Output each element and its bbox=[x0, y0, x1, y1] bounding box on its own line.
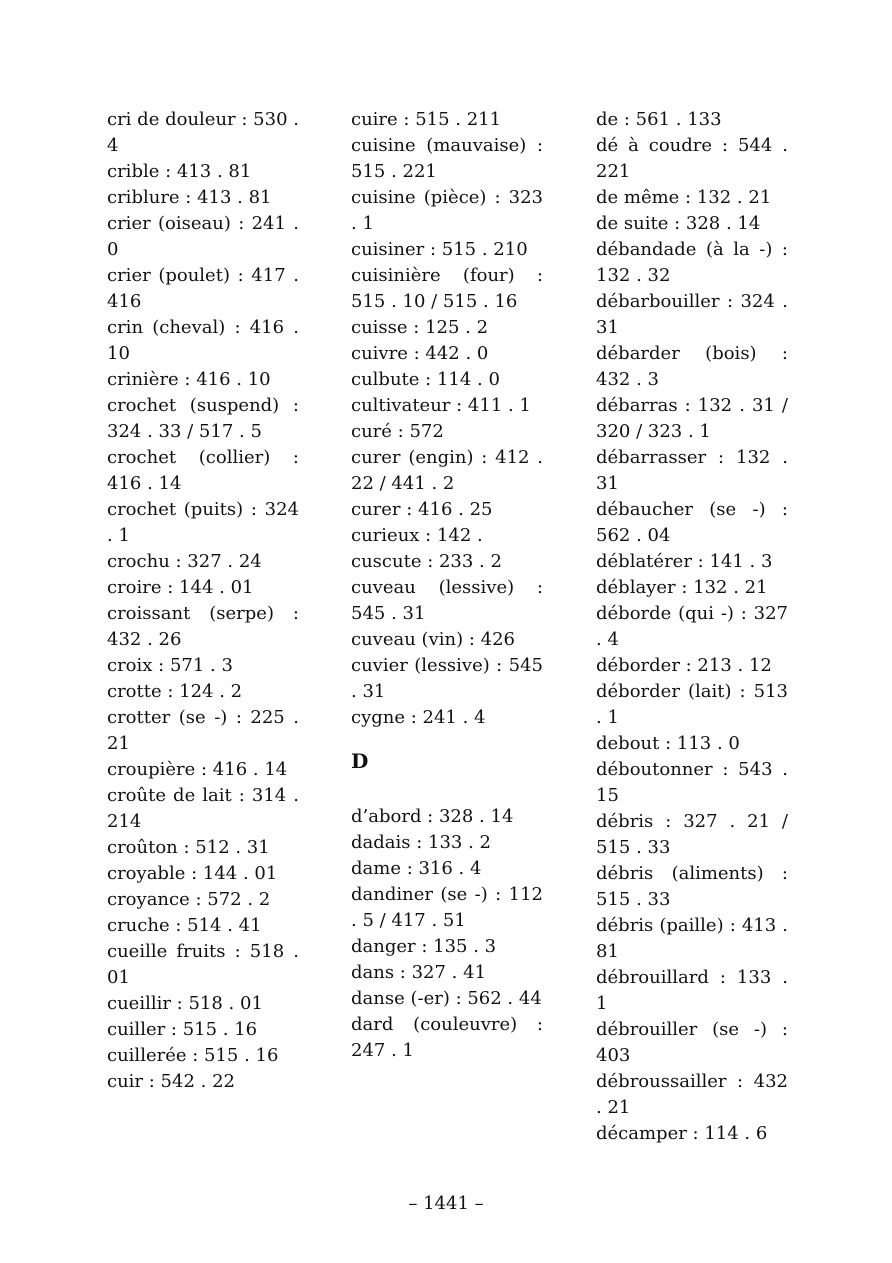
index-entry: décamper : 114 . 6 bbox=[596, 1123, 768, 1144]
index-entry: dé à coudre : 544 . 221 bbox=[596, 135, 788, 182]
index-entry: dame : 316 . 4 bbox=[351, 858, 482, 879]
index-entry: curieux : 142 . bbox=[351, 525, 483, 546]
index-entry: cuisinière (four) : 515 . 10 / 515 . 16 bbox=[351, 265, 543, 312]
index-entry: curer : 416 . 25 bbox=[351, 499, 493, 520]
index-entry: cuiller : 515 . 16 bbox=[107, 1019, 258, 1040]
index-entry: crochu : 327 . 24 bbox=[107, 551, 262, 572]
index-entry: cuisiner : 515 . 210 bbox=[351, 239, 528, 260]
index-entry: croyable : 144 . 01 bbox=[107, 863, 278, 884]
index-entry: cuisse : 125 . 2 bbox=[351, 317, 489, 338]
index-entry: débrouillard : 133 . 1 bbox=[596, 967, 788, 1014]
index-entry: crinière : 416 . 10 bbox=[107, 369, 271, 390]
index-entry: débris (paille) : 413 . 81 bbox=[596, 915, 788, 962]
index-entry: croûte de lait : 314 . 214 bbox=[107, 785, 299, 832]
page-number: – 1441 – bbox=[408, 1193, 484, 1214]
index-entry: crin (cheval) : 416 . 10 bbox=[107, 317, 299, 364]
index-entry: cuire : 515 . 211 bbox=[351, 109, 502, 130]
index-entry: croire : 144 . 01 bbox=[107, 577, 254, 598]
index-entry: dadais : 133 . 2 bbox=[351, 832, 491, 853]
index-entry: cuisine (pièce) : 323 . 1 bbox=[351, 187, 543, 234]
index-entry: déborde (qui -) : 327 . 4 bbox=[596, 603, 788, 650]
index-entry: débris (aliments) : 515 . 33 bbox=[596, 863, 788, 910]
index-entry: croyance : 572 . 2 bbox=[107, 889, 271, 910]
index-entry: de suite : 328 . 14 bbox=[596, 213, 761, 234]
index-entry: cuveau (vin) : 426 bbox=[351, 629, 515, 650]
index-entry: cuvier (lessive) : 545 . 31 bbox=[351, 655, 543, 702]
index-entry: dandiner (se -) : 112 . 5 / 417 . 51 bbox=[351, 884, 543, 931]
index-entry: cueille fruits : 518 . 01 bbox=[107, 941, 299, 988]
index-entry: débaucher (se -) : 562 . 04 bbox=[596, 499, 788, 546]
index-column-1 bbox=[107, 107, 299, 1095]
index-entry: crochet (collier) : 416 . 14 bbox=[107, 447, 299, 494]
index-entry: déblatérer : 141 . 3 bbox=[596, 551, 773, 572]
index-entry: croix : 571 . 3 bbox=[107, 655, 233, 676]
index-entry: curé : 572 bbox=[351, 421, 444, 442]
index-entry: débarbouiller : 324 . 31 bbox=[596, 291, 788, 338]
index-entry: débarder (bois) : 432 . 3 bbox=[596, 343, 788, 390]
index-column-3 bbox=[596, 107, 788, 1147]
index-entry: d’abord : 328 . 14 bbox=[351, 806, 514, 827]
index-entry: débrouiller (se -) : 403 bbox=[596, 1019, 788, 1066]
index-entry: déborder : 213 . 12 bbox=[596, 655, 772, 676]
index-entry: debout : 113 . 0 bbox=[596, 733, 740, 754]
index-entry: crible : 413 . 81 bbox=[107, 161, 252, 182]
index-entry: crotter (se -) : 225 . 21 bbox=[107, 707, 299, 754]
index-entry: cuillerée : 515 . 16 bbox=[107, 1045, 279, 1066]
index-entry: crochet (puits) : 324 . 1 bbox=[107, 499, 299, 546]
index-entry: curer (engin) : 412 . 22 / 441 . 2 bbox=[351, 447, 543, 494]
index-entry: déboutonner : 543 . 15 bbox=[596, 759, 788, 806]
index-entry: cuivre : 442 . 0 bbox=[351, 343, 489, 364]
index-entry: cueillir : 518 . 01 bbox=[107, 993, 263, 1014]
index-entry: danse (-er) : 562 . 44 bbox=[351, 988, 542, 1009]
index-entry: dans : 327 . 41 bbox=[351, 962, 487, 983]
index-entry: croûton : 512 . 31 bbox=[107, 837, 270, 858]
index-entry: déblayer : 132 . 21 bbox=[596, 577, 768, 598]
index-entry: culbute : 114 . 0 bbox=[351, 369, 500, 390]
index-entry: cuscute : 233 . 2 bbox=[351, 551, 502, 572]
index-entry: de : 561 . 133 bbox=[596, 109, 722, 130]
section-letter-heading: D bbox=[351, 749, 369, 773]
index-entry: cygne : 241 . 4 bbox=[351, 707, 486, 728]
index-entry: crochet (suspend) : 324 . 33 / 517 . 5 bbox=[107, 395, 299, 442]
index-entry: cuveau (lessive) : 545 . 31 bbox=[351, 577, 543, 624]
index-entry: cuir : 542 . 22 bbox=[107, 1071, 235, 1092]
index-entry: débris : 327 . 21 / 515 . 33 bbox=[596, 811, 788, 858]
index-entry: crier (poulet) : 417 . 416 bbox=[107, 265, 299, 312]
index-entry: de même : 132 . 21 bbox=[596, 187, 772, 208]
index-entry: crier (oiseau) : 241 . 0 bbox=[107, 213, 299, 260]
index-entry: débarras : 132 . 31 / 320 / 323 . 1 bbox=[596, 395, 788, 442]
index-entry: croissant (serpe) : 432 . 26 bbox=[107, 603, 299, 650]
index-entry: danger : 135 . 3 bbox=[351, 936, 497, 957]
index-entry: criblure : 413 . 81 bbox=[107, 187, 272, 208]
index-entry: dard (couleuvre) : 247 . 1 bbox=[351, 1014, 543, 1061]
index-column-2 bbox=[351, 107, 543, 1064]
index-entry: cruche : 514 . 41 bbox=[107, 915, 262, 936]
index-entry: croupière : 416 . 14 bbox=[107, 759, 288, 780]
index-entry: cri de douleur : 530 . 4 bbox=[107, 109, 299, 156]
index-entry: débroussailler : 432 . 21 bbox=[596, 1071, 788, 1118]
index-entry: cuisine (mauvaise) : 515 . 221 bbox=[351, 135, 543, 182]
index-entry: débandade (à la -) : 132 . 32 bbox=[596, 239, 788, 286]
index-entry: déborder (lait) : 513 . 1 bbox=[596, 681, 788, 728]
index-entry: crotte : 124 . 2 bbox=[107, 681, 243, 702]
index-entry: cultivateur : 411 . 1 bbox=[351, 395, 531, 416]
index-entry: débarrasser : 132 . 31 bbox=[596, 447, 788, 494]
